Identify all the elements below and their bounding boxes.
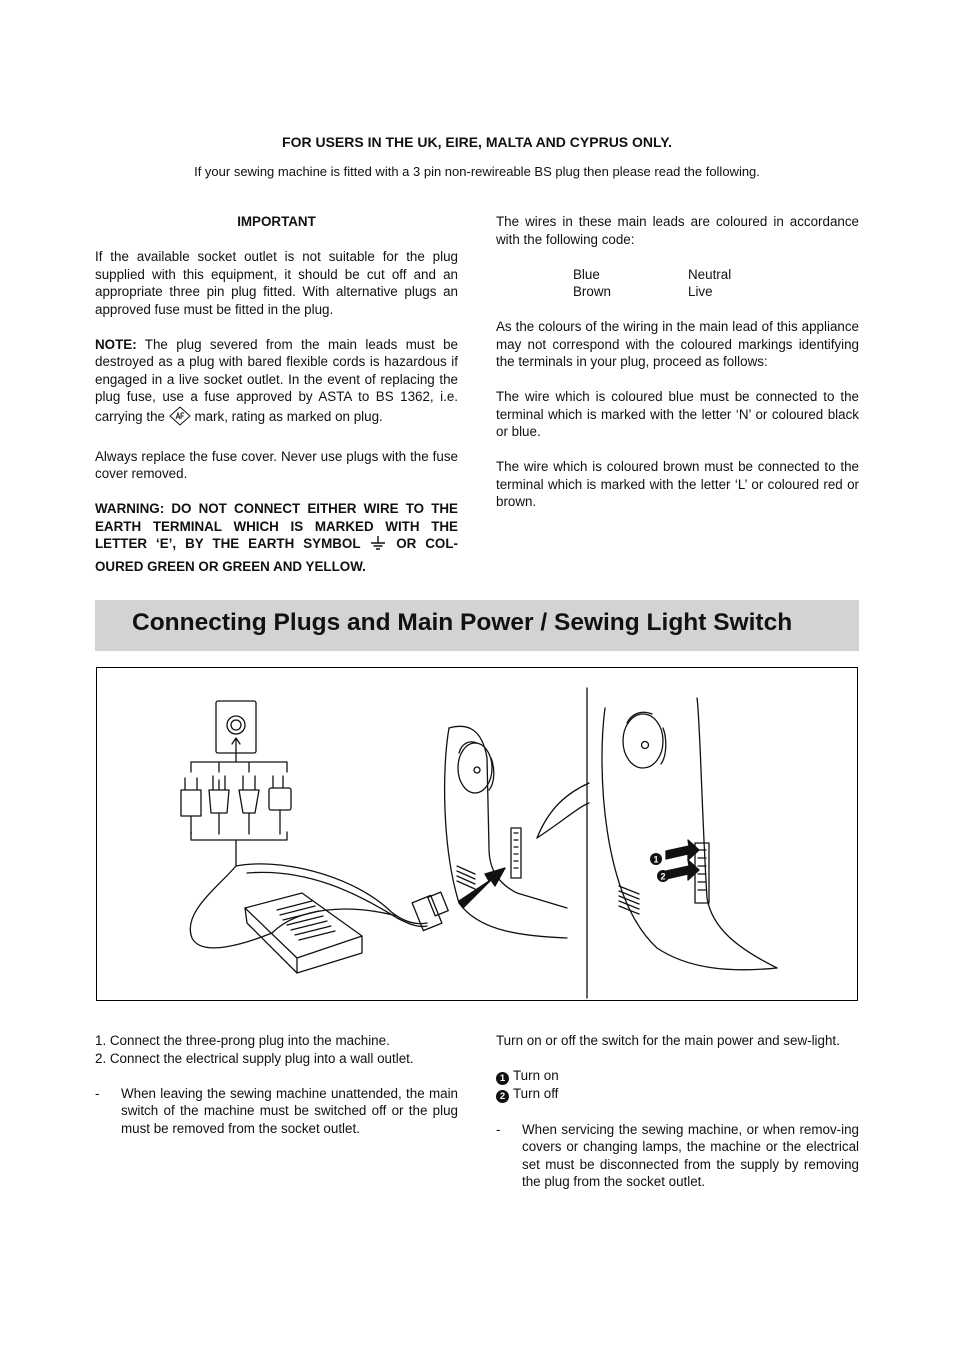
badge-2 xyxy=(657,870,669,882)
section-title: Connecting Plugs and Main Power / Sewing Light Switch xyxy=(132,609,793,636)
sewing-machine-side-1 xyxy=(445,726,589,938)
dash-marker: - xyxy=(496,1121,501,1137)
insert-arrow xyxy=(459,868,505,908)
uk-intro-text: If your sewing machine is fitted with a 3 pin non-rewireable BS plug then please read the following. xyxy=(194,164,760,179)
note-after-icon: mark, rating as marked on plug. xyxy=(194,408,383,424)
badge-2-label: 2 xyxy=(660,871,666,882)
asta-mark-icon xyxy=(169,406,191,431)
sewing-machine-side-2 xyxy=(602,698,777,970)
connection-illustration xyxy=(96,667,858,1001)
note-text: The plug severed from the main leads must be destroyed as a plug with bared flexible cords is hazardous if engaged in a live socket outlet. In the event of replacing the plug fuse, use a fuse approved by ASTA to BS 1362, i.e. carrying the xyxy=(95,336,459,424)
servicing-caution-text: When servicing the sewing machine, or when remov-ing covers or changing lamps, the machine or the electrical set must be disconnected from the supply by removing the plug from the socket outlet. xyxy=(522,1121,859,1189)
turn-off-label: Turn off xyxy=(513,1086,559,1101)
badge-1-label: 1 xyxy=(653,854,659,865)
fuse-cover-paragraph: Always replace the fuse cover. Never use plugs with the fuse cover removed. xyxy=(95,448,458,481)
uk-heading: FOR USERS IN THE UK, EIRE, MALTA AND CYPRUS ONLY. xyxy=(282,134,672,150)
turn-off-item xyxy=(496,1085,859,1103)
warning-text-end: OR COL-OURED GREEN OR GREEN AND YELLOW. xyxy=(95,536,458,574)
wire-meaning: Live xyxy=(688,284,713,299)
section-banner xyxy=(95,600,859,651)
switch-intro: Turn on or off the switch for the main power and sew-light. xyxy=(496,1033,840,1048)
caution-text: When leaving the sewing machine unattended, the main switch of the machine must be switched off or the plug must be removed from the socket outlet. xyxy=(121,1085,458,1136)
turn-on-arrow xyxy=(666,840,699,860)
plug-type-2 xyxy=(209,776,229,834)
servicing-caution xyxy=(496,1121,859,1191)
warning-text: WARNING: DO NOT CONNECT EITHER WIRE TO THE EARTH TERMINAL WHICH IS MARKED WITH THE LETTER ‘E’, BY THE EARTH SYMBOL xyxy=(95,501,458,551)
blue-wire-paragraph: The wire which is coloured blue must be connected to the terminal which is marked with the letter ‘N’ or coloured black or blue. xyxy=(496,389,859,439)
illustration-drawing xyxy=(97,668,859,1002)
turn-off-arrow xyxy=(666,860,699,880)
wire-meaning: Neutral xyxy=(688,266,732,282)
warning-paragraph xyxy=(95,500,458,575)
turn-on-label: Turn on xyxy=(513,1068,559,1083)
plug-type-3 xyxy=(239,776,259,834)
foot-pedal xyxy=(245,893,362,973)
wiring-intro: The wires in these main leads are coloured in accordance with the following code: xyxy=(496,214,859,247)
plug-type-4 xyxy=(269,776,291,834)
turn-on-item xyxy=(496,1067,859,1085)
note-paragraph xyxy=(95,336,458,431)
table-row xyxy=(573,266,731,284)
unattended-caution xyxy=(95,1085,458,1138)
step-2: 2. Connect the electrical supply plug into a wall outlet. xyxy=(95,1050,414,1066)
step-1: 1. Connect the three-prong plug into the machine. xyxy=(95,1033,390,1048)
wire-colour: Brown xyxy=(573,284,611,299)
note-label: NOTE: xyxy=(95,336,137,352)
switch-instructions xyxy=(496,1032,859,1191)
wiring-column xyxy=(496,213,859,528)
earth-symbol-icon xyxy=(369,535,387,558)
important-heading: IMPORTANT xyxy=(237,214,316,229)
turn-off-badge: 2 xyxy=(496,1090,509,1103)
wire-colour: Blue xyxy=(573,266,600,282)
wiring-paragraph: As the colours of the wiring in the main lead of this appliance may not correspond with the coloured markings identifying the terminals in your plug, proceed as follows: xyxy=(496,319,859,369)
colour-code-table xyxy=(573,266,731,301)
plug-type-1 xyxy=(181,778,201,834)
brown-wire-paragraph: The wire which is coloured brown must be connected to the terminal which is marked with the letter ‘L’ or coloured red or brown. xyxy=(496,459,859,509)
connection-instructions xyxy=(95,1032,458,1137)
important-column xyxy=(95,213,458,593)
machine-connector xyxy=(412,892,448,931)
turn-on-badge: 1 xyxy=(496,1072,509,1085)
important-paragraph: If the available socket outlet is not suitable for the plug supplied with this equipment, it should be cut off and an appropriate three pin plug fitted. With alternative plugs an approved fuse must be fitted in the plug. xyxy=(95,249,458,317)
dash-marker: - xyxy=(95,1085,100,1101)
badge-1 xyxy=(650,853,662,865)
table-row xyxy=(573,283,731,301)
